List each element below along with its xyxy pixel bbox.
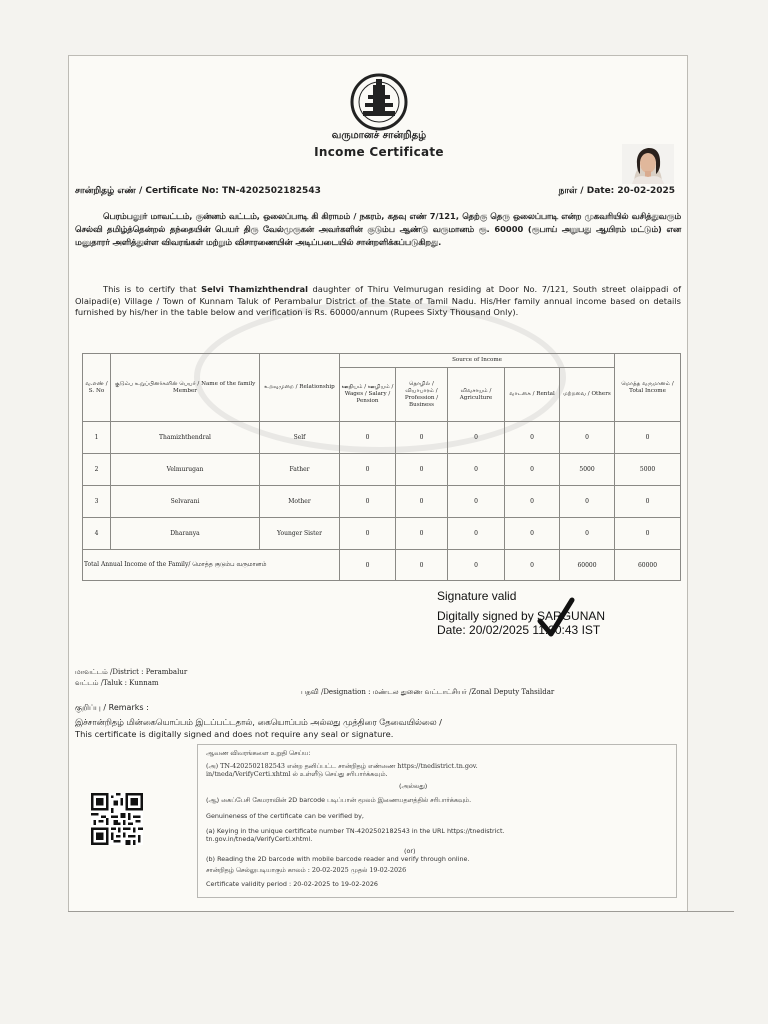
verify-line-a-english: (a) Keying in the unique certificate number TN-4202502182543 in the URL https://tnedistrict. [206, 827, 505, 835]
checkmark-icon [537, 597, 575, 639]
cell-wages: 0 [340, 486, 396, 518]
verify-heading-tamil: ஆவண விவரங்களை உறுதி செய்ய: [206, 749, 311, 757]
header-source-of-income: Source of Income [340, 354, 615, 368]
income-table [82, 353, 681, 581]
cell-sno: 3 [83, 486, 111, 518]
header-sno: வ.எண் / S. No [83, 354, 111, 422]
verify-or-english: (or) [404, 847, 416, 855]
cell-profession: 0 [396, 422, 448, 454]
signature-date: Date: 20/02/2025 11:30:43 IST [437, 623, 601, 637]
cell-name: Selvarani [111, 486, 260, 518]
cell-name: Thamizhthendral [111, 422, 260, 454]
header-others: மற்றவை / Others [560, 368, 615, 422]
header-agriculture: விவசாயம் / Agriculture [448, 368, 505, 422]
validity-tamil: சான்றிதழ் செல்லுபடியாகும் காலம் : 20-02-2025 முதல் 19-02-2026 [206, 866, 407, 874]
date-value: 20-02-2025 [617, 186, 675, 196]
header-rental: வாடகை / Rental [505, 368, 560, 422]
cell-name: Dharanya [111, 518, 260, 550]
remarks: குறிப்பு / Remarks : [75, 703, 149, 712]
total-others: 60000 [560, 550, 615, 581]
verify-line-b-tamil: (ஆ) கைப்பேசி கேமராவின் 2D barcode படிப்பான் மூலம் இணையதளத்தில் சரிபார்க்கவும். [206, 796, 472, 804]
cell-others: 0 [560, 422, 615, 454]
cell-agriculture: 0 [448, 454, 505, 486]
cell-rental: 0 [505, 486, 560, 518]
total-row [83, 550, 681, 581]
certificate-number [75, 186, 321, 197]
para-en-pre: This is to certify that [103, 284, 202, 294]
certificate-date [559, 186, 675, 197]
validity-english: Certificate validity period : 20-02-2025 to 19-02-2026 [206, 880, 378, 888]
cell-others: 0 [560, 518, 615, 550]
date-label: நாள் / Date: [558, 186, 615, 196]
cell-agriculture: 0 [448, 486, 505, 518]
header-total-income: மொத்த வருமானம் / Total Income [615, 354, 681, 422]
cell-wages: 0 [340, 422, 396, 454]
cell-sno: 2 [83, 454, 111, 486]
digital-signature [437, 589, 605, 637]
cell-profession: 0 [396, 454, 448, 486]
total-income: 60000 [615, 550, 681, 581]
cell-total: 0 [615, 518, 681, 550]
cell-relationship: Mother [260, 486, 340, 518]
certification-paragraph-english [75, 284, 681, 319]
certificate-no-label: சான்றிதழ் எண் / Certificate No: [75, 186, 219, 196]
designation: பதவி /Designation : மண்டல துணை வட்டாட்சியர் /Zonal Deputy Tahsildar [301, 688, 555, 696]
verify-line-a-tamil: (அ) TN-4202502182543 என்ற தனிப்பட்ட சான்றிதழ் எண்ணை https://tnedistrict.tn.gov. [206, 762, 478, 770]
cell-others: 5000 [560, 454, 615, 486]
signature-signed-by: Digitally signed by SARGUNAN [437, 609, 606, 623]
signature-valid: Signature valid [437, 589, 517, 603]
cell-rental: 0 [505, 454, 560, 486]
header-profession: தொழில் / வியாபாரம் / Profession / Business [396, 368, 448, 422]
verify-line-b-english: (b) Reading the 2D barcode with mobile barcode reader and verify through online. [206, 855, 470, 863]
cell-agriculture: 0 [448, 422, 505, 454]
verify-line-a-tamil-2: in/tneda/VerifyCerti.xhtml ல் உள்ளீடு செய்து சரிபார்க்கவும். [206, 770, 388, 778]
tamil-nadu-emblem-icon [337, 73, 421, 131]
table-row [83, 422, 681, 454]
certificate-no-value: TN-4202502182543 [222, 186, 321, 196]
title-tamil: வருமானச் சான்றிதழ் [331, 130, 427, 141]
cell-agriculture: 0 [448, 518, 505, 550]
cell-profession: 0 [396, 518, 448, 550]
cell-profession: 0 [396, 486, 448, 518]
cell-rental: 0 [505, 518, 560, 550]
table-row [83, 454, 681, 486]
total-profession: 0 [396, 550, 448, 581]
location-block [75, 667, 187, 689]
cell-total: 0 [615, 422, 681, 454]
certification-paragraph-tamil: பெரம்பலூர் மாவட்டம், குன்னம் வட்டம், ஒலைப்பாடி கி கிராமம் / நகரம், கதவு எண் 7/121, தெற்கு தெரு ஒலைப்பாடி என்ற முகவரியில் வசித்துவரும் செல்வி தமிழ்த்தென்றல் தந்தையின் பெயர் திரு வேல்முருகன் அவர்களின் குடும்ப ஆண்டு வருமானம் ரூ. 60000 (ரூபாய் அறுபது ஆயிரம் மட்டும்) என மனுதாரர் அளித்துள்ள விவரங்கள் மற்றும் விசாரணையின் அடிப்படையில் சான்றளிக்கப்படுகிறது. [75, 211, 681, 247]
certificate-page [68, 55, 688, 912]
table-row [83, 486, 681, 518]
cell-sno: 4 [83, 518, 111, 550]
cell-others: 0 [560, 486, 615, 518]
total-label: Total Annual Income of the Family/ மொத்த குடும்ப வருமானம் [83, 550, 340, 581]
cell-total: 5000 [615, 454, 681, 486]
verify-or-tamil: (அல்லது) [399, 782, 428, 790]
cell-total: 0 [615, 486, 681, 518]
total-rental: 0 [505, 550, 560, 581]
header-relationship: உறவுமுறை / Relationship [260, 354, 340, 422]
cell-relationship: Younger Sister [260, 518, 340, 550]
digital-note-tamil: இச்சான்றிதழ் மின்கையொப்பம் இடப்பட்டதால், கையொப்பம் அல்லது முத்திரை தேவையில்லை / [75, 717, 442, 727]
cell-relationship: Father [260, 454, 340, 486]
cell-sno: 1 [83, 422, 111, 454]
header-name: குடும்ப உறுப்பினர்களின் பெயர் / Name of the family Member [111, 354, 260, 422]
verify-line-a-english-2: tn.gov.in/tneda/VerifyCerti.xhtml. [206, 835, 313, 843]
cell-wages: 0 [340, 518, 396, 550]
cell-rental: 0 [505, 422, 560, 454]
table-row [83, 518, 681, 550]
applicant-photo [622, 144, 674, 184]
header-wages: ஊதியம் / ஊழியம் / Wages / Salary / Pension [340, 368, 396, 422]
cell-relationship: Self [260, 422, 340, 454]
verify-genuineness: Genuineness of the certificate can be verified by, [206, 812, 364, 820]
total-wages: 0 [340, 550, 396, 581]
taluk: வட்டம் /Taluk : Kunnam [75, 679, 159, 687]
cell-name: Velmurugan [111, 454, 260, 486]
applicant-name: Selvi Thamizhthendral [201, 284, 308, 294]
bottom-rule [68, 911, 734, 912]
para-en-post: daughter of Thiru Velmurugan residing at Door No. 7/121, South street olaippadi of Olaipadi(e) Village / Town of Kunnam Taluk of Perambalur District of the State of Tamil Nadu. His/Her family annual income based on details furnished by his/her in the table below and verification is Rs. 60000/annum (Rupees Sixty Thousand Only). [75, 284, 681, 317]
page-title: Income Certificate [314, 145, 444, 159]
cell-wages: 0 [340, 454, 396, 486]
digital-note-english: This certificate is digitally signed and does not require any seal or signature. [75, 729, 394, 739]
total-agriculture: 0 [448, 550, 505, 581]
district: மாவட்டம் /District : Perambalur [75, 668, 188, 676]
qr-code[interactable] [91, 793, 143, 845]
